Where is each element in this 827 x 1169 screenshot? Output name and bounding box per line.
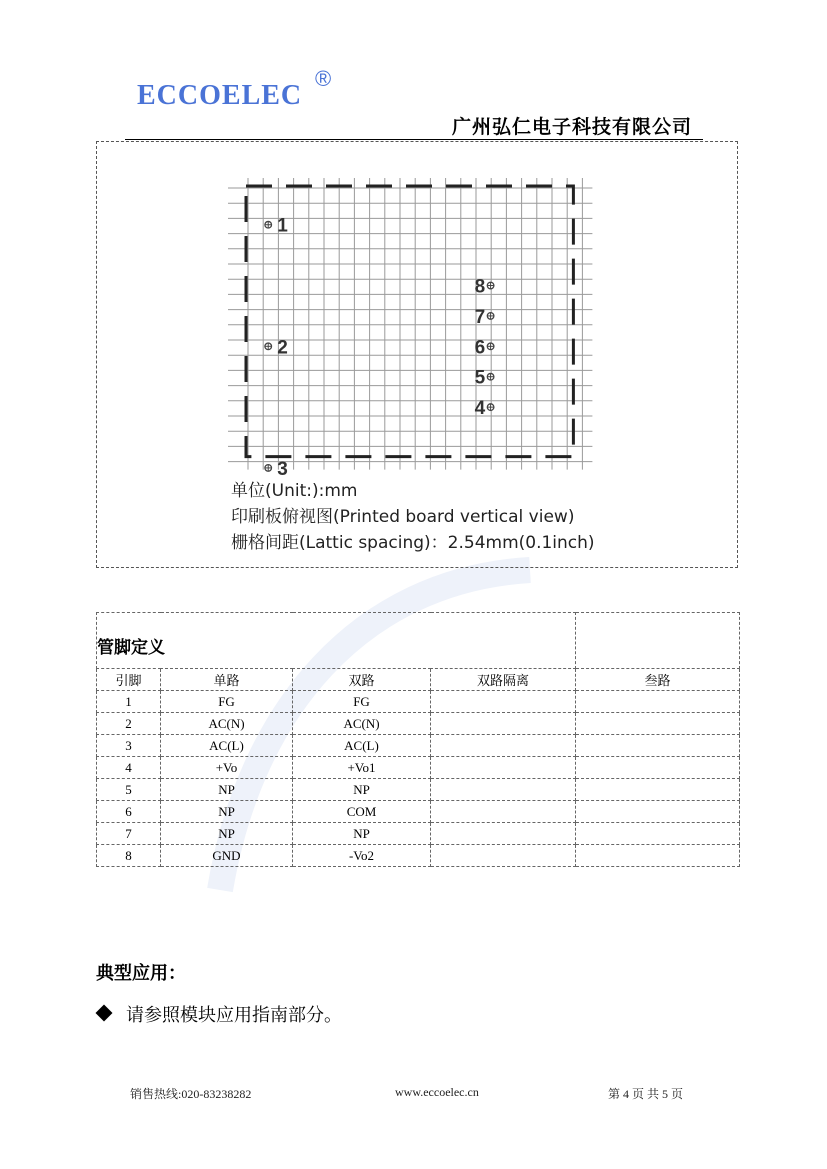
registered-mark: ® [315,66,332,91]
table-row [97,801,740,823]
table-cell [431,757,576,779]
table-cell: NP [293,823,431,845]
table-cell: GND [161,845,293,867]
table-cell [431,735,576,757]
table-cell: +Vo [161,757,293,779]
table-cell: NP [161,801,293,823]
table-row [97,735,740,757]
pin-label: 6 [474,337,486,359]
table-cell: 4 [97,757,161,779]
application-title: 典型应用： [96,963,186,984]
caption-unit: 单位(Unit:):mm [231,481,358,501]
table-cell: AC(L) [161,735,293,757]
table-cell [431,713,576,735]
pin-label: 4 [474,398,486,420]
table-cell [431,691,576,713]
table-cell: NP [161,823,293,845]
table-cell: 7 [97,823,161,845]
table-row [97,691,740,713]
table-cell: FG [161,691,293,713]
table-cell: 6 [97,801,161,823]
table-cell: 8 [97,845,161,867]
table-row [97,845,740,867]
pin-label: 8 [474,276,486,298]
pin-table-header-row [97,669,740,691]
table-cell: 3 [97,735,161,757]
pin-definition-table [96,612,740,867]
footer-hotline: 销售热线:020-83238282 [130,1087,252,1101]
table-cell: +Vo1 [293,757,431,779]
table-cell: NP [161,779,293,801]
table-cell [431,823,576,845]
table-cell [431,845,576,867]
table-cell [431,801,576,823]
table-cell [576,735,740,757]
pinout-grid [228,178,588,480]
pin-label: 3 [277,458,288,480]
header-rule [125,139,703,140]
table-cell [576,713,740,735]
table-cell [576,845,740,867]
header-dual-isolated: 双路隔离 [431,669,576,691]
table-cell: 5 [97,779,161,801]
header-triple: 叁路 [576,669,740,691]
table-cell: NP [293,779,431,801]
table-cell: AC(N) [293,713,431,735]
table-row [97,757,740,779]
application-bullet-text: 请参照模块应用指南部分。 [126,1005,342,1026]
company-name: 广州弘仁电子科技有限公司 [452,116,693,138]
table-cell: 1 [97,691,161,713]
caption-view: 印刷板俯视图(Printed board vertical view) [231,507,575,527]
table-cell [576,801,740,823]
table-cell: 2 [97,713,161,735]
pin-label: 5 [474,367,486,389]
pin-label: 1 [277,215,288,237]
header-pin: 引脚 [97,669,161,691]
table-row [97,779,740,801]
diamond-bullet-icon [96,1005,113,1022]
pin-table-title-spacer [576,613,740,669]
table-cell [576,823,740,845]
footer-website: www.eccoelec.cn [395,1085,479,1099]
caption-spacing: 栅格间距(Lattic spacing)：2.54mm(0.1inch) [231,533,595,553]
table-cell: COM [293,801,431,823]
application-bullet [98,1001,342,1027]
table-cell: -Vo2 [293,845,431,867]
table-cell [576,779,740,801]
table-cell: AC(L) [293,735,431,757]
header-dual: 双路 [293,669,431,691]
table-cell [431,779,576,801]
table-cell: FG [293,691,431,713]
pin-label: 2 [277,337,288,359]
table-row [97,823,740,845]
company-logo: ECCOELEC [137,80,303,111]
pin-table-title: 管脚定义 [97,613,576,669]
pin-label: 7 [474,306,486,328]
table-row [97,713,740,735]
table-cell [576,691,740,713]
table-cell: AC(N) [161,713,293,735]
footer-page-number: 第 4 页 共 5 页 [608,1087,684,1101]
table-cell [576,757,740,779]
header-single: 单路 [161,669,293,691]
